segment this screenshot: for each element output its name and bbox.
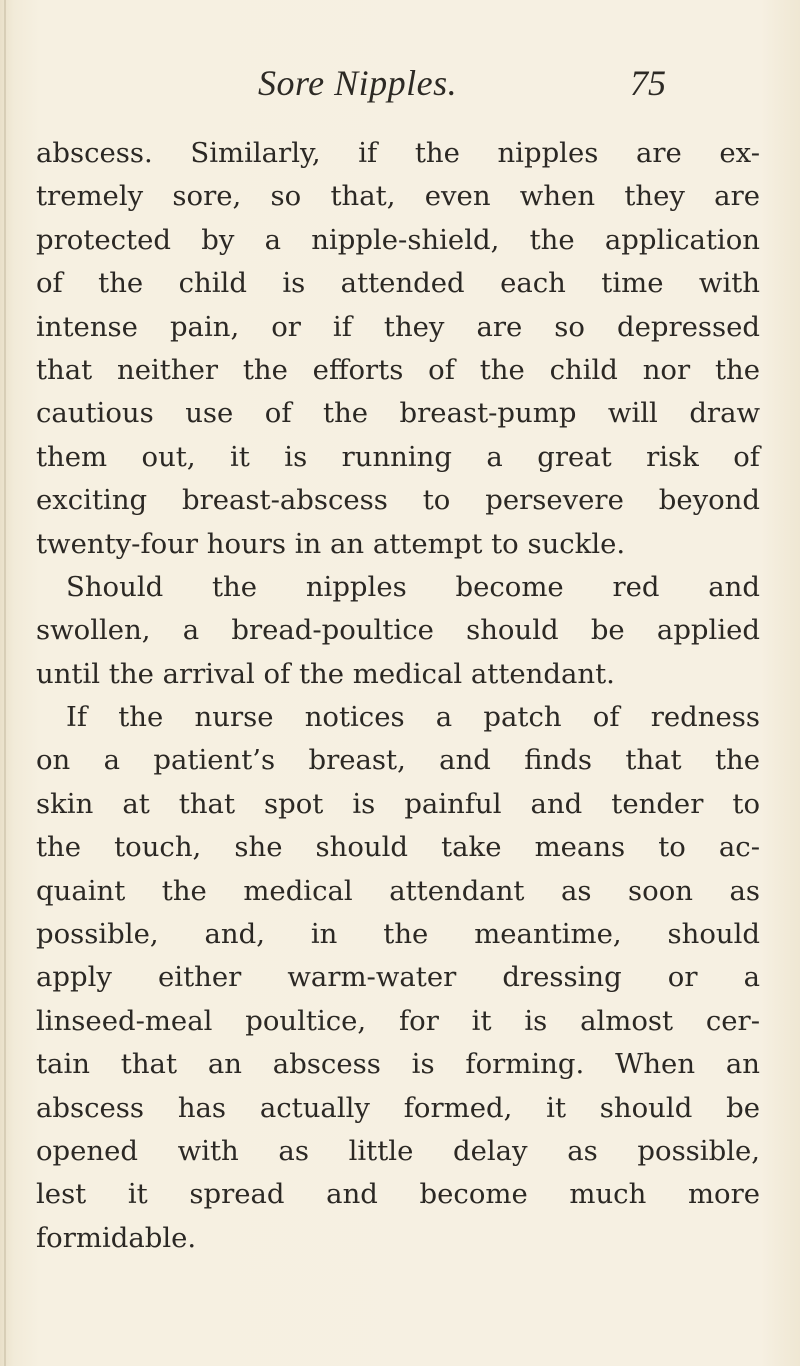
text-line: swollen, a bread-poultice should be applied: [36, 614, 760, 647]
running-head-title: Sore Nipples.: [258, 63, 458, 103]
text-line: If the nurse notices a patch of redness: [66, 701, 760, 734]
text-line: lest it spread and become much more: [36, 1178, 760, 1211]
text-line: them out, it is running a great risk of: [36, 440, 760, 473]
page-gutter: [4, 0, 6, 1366]
text-line: abscess has actually formed, it should be: [36, 1091, 760, 1124]
text-line: intense pain, or if they are so depressed: [36, 310, 760, 343]
text-line: possible, and, in the meantime, should: [36, 918, 760, 951]
text-line: that neither the efforts of the child nor the: [36, 353, 760, 386]
text-line: until the arrival of the medical attendant.: [36, 657, 615, 690]
text-line: the touch, she should take means to ac-: [36, 831, 760, 864]
text-line: protected by a nipple-shield, the application: [36, 223, 760, 256]
text-line: tain that an abscess is forming. When an: [36, 1048, 760, 1081]
text-line: opened with as little delay as possible,: [36, 1134, 760, 1167]
page-number: 75: [630, 63, 666, 103]
text-line: of the child is attended each time with: [36, 267, 760, 300]
text-line: tremely sore, so that, even when they are: [36, 180, 760, 213]
text-line: Should the nipples become red and: [66, 570, 760, 603]
text-line: cautious use of the breast-pump will draw: [36, 397, 760, 430]
running-head: [0, 62, 800, 112]
text-line: exciting breast-abscess to persevere beyond: [36, 484, 760, 517]
text-line: quaint the medical attendant as soon as: [36, 874, 760, 907]
text-line: linseed-meal poultice, for it is almost cer-: [36, 1004, 760, 1037]
text-line: abscess. Similarly, if the nipples are ex-: [36, 137, 760, 169]
text-line: formidable.: [36, 1221, 197, 1254]
text-line: skin at that spot is painful and tender to: [36, 787, 760, 820]
body-text: [36, 132, 760, 1260]
text-line: apply either warm-water dressing or a: [36, 961, 760, 994]
text-line: on a patient’s breast, and finds that the: [36, 744, 760, 777]
text-line: twenty-four hours in an attempt to suckle.: [36, 527, 626, 560]
